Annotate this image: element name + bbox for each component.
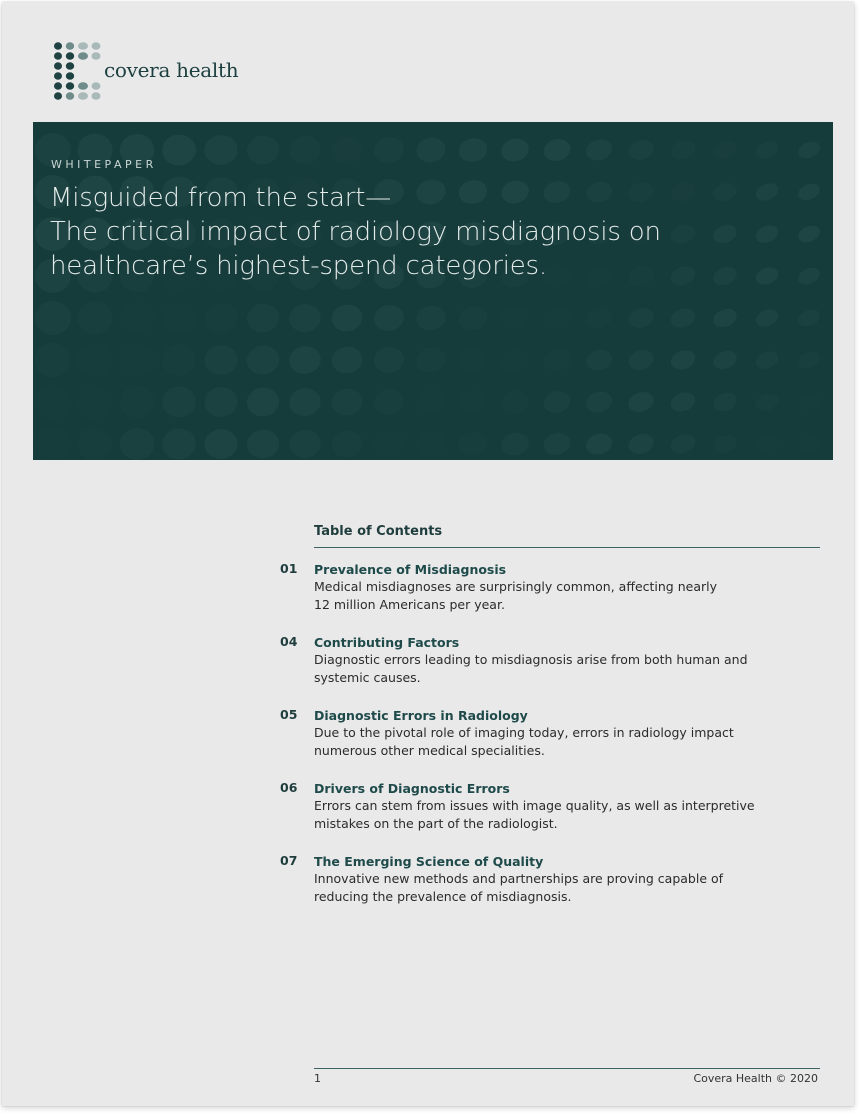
pattern-dot <box>203 386 239 419</box>
pattern-dot <box>203 134 239 167</box>
pattern-dot <box>456 345 489 374</box>
pattern-dot <box>77 427 113 460</box>
pattern-dot <box>711 390 740 415</box>
pattern-dot <box>796 433 823 456</box>
pattern-dot <box>287 134 322 166</box>
pattern-dot <box>541 136 573 164</box>
desc-line: reducing the prevalence of misdiagnosis. <box>314 889 572 904</box>
pattern-dot <box>161 301 197 334</box>
toc-section-title: Contributing Factors <box>314 635 460 650</box>
logo-dot <box>66 62 74 70</box>
logo-dot <box>92 82 101 90</box>
pattern-dot <box>456 429 489 458</box>
toc-page-number: 07 <box>280 853 298 868</box>
pattern-dot <box>753 306 781 330</box>
pattern-dot <box>119 343 155 376</box>
pattern-dot <box>414 135 448 165</box>
logo-dot <box>54 92 62 100</box>
document-page <box>2 2 854 1106</box>
pattern-dot <box>541 346 573 374</box>
pattern-dot <box>35 427 71 460</box>
logo-dot <box>54 72 62 80</box>
pattern-dot <box>499 388 532 417</box>
pattern-dot <box>583 388 614 415</box>
logo-dot <box>66 42 74 50</box>
logo-dot <box>54 62 62 70</box>
toc-section-description <box>314 578 774 614</box>
desc-line: numerous other medical specialities. <box>314 743 545 758</box>
pattern-dot <box>583 430 614 457</box>
pattern-dot <box>372 345 406 376</box>
pattern-dot <box>287 302 322 334</box>
toc-section-title: Prevalence of Misdiagnosis <box>314 562 507 577</box>
pattern-dot <box>753 390 781 414</box>
pattern-dot <box>796 307 823 330</box>
logo-dot <box>92 52 101 60</box>
pattern-dot <box>161 343 197 376</box>
pattern-dot <box>668 137 698 163</box>
pattern-dot <box>796 349 823 372</box>
desc-line: mistakes on the part of the radiologist. <box>314 816 558 831</box>
pattern-dot <box>456 135 489 164</box>
toc-item[interactable] <box>280 853 820 906</box>
logo-dot <box>66 82 74 90</box>
logo-dot <box>78 82 88 90</box>
pattern-dot <box>372 303 406 334</box>
logo-dot <box>78 52 88 60</box>
logo-dot <box>54 42 62 50</box>
pattern-dot <box>330 344 365 375</box>
pattern-dot <box>77 385 113 419</box>
pattern-dot <box>668 347 698 373</box>
pattern-dot <box>541 430 573 458</box>
pattern-dot <box>499 304 532 333</box>
pattern-dot <box>35 385 71 419</box>
pattern-dot <box>414 387 448 417</box>
desc-line: Errors can stem from issues with image quality, as well as interpretive <box>314 798 755 813</box>
logo-dot <box>92 42 101 50</box>
covera-dots-icon <box>50 40 102 102</box>
logo-dot <box>54 82 62 90</box>
toc-section-description <box>314 651 774 687</box>
pattern-dot <box>35 301 71 335</box>
pattern-dot <box>203 428 239 460</box>
pattern-dot <box>711 138 740 163</box>
pattern-dot <box>287 344 322 376</box>
pattern-dot <box>287 386 322 418</box>
logo-wordmark: covera health <box>104 58 239 82</box>
toc-item[interactable] <box>280 634 820 687</box>
pattern-dot <box>330 134 365 165</box>
pattern-dot <box>245 386 280 418</box>
desc-line: Medical misdiagnoses are surprisingly common, affecting nearly <box>314 579 717 594</box>
desc-line: Diagnostic errors leading to misdiagnosis arise from both human and <box>314 652 748 667</box>
logo-dot <box>66 72 74 80</box>
pattern-dot <box>753 348 781 372</box>
pattern-dot <box>35 343 71 377</box>
title-line: healthcare’s highest-spend categories. <box>50 251 547 281</box>
pattern-dot <box>119 301 155 334</box>
toc-page-number: 06 <box>280 780 298 795</box>
title-line: Misguided from the start— <box>50 183 392 213</box>
pattern-dot <box>753 138 781 162</box>
pattern-dot <box>77 301 113 335</box>
pattern-dot <box>414 429 448 459</box>
pattern-dot <box>414 345 448 375</box>
pattern-dot <box>330 428 365 459</box>
document-type-label: WHITEPAPER <box>51 158 157 171</box>
pattern-dot <box>245 134 280 166</box>
toc-page-number: 05 <box>280 707 298 722</box>
logo-dot <box>66 52 74 60</box>
title-line: The critical impact of radiology misdiagnosis on <box>50 217 661 247</box>
pattern-dot <box>119 427 155 460</box>
pattern-dot <box>499 136 532 165</box>
logo-dot <box>66 92 74 100</box>
pattern-dot <box>287 428 322 460</box>
pattern-dot <box>583 346 614 373</box>
table-of-contents <box>280 524 820 906</box>
copyright-notice: Covera Health © 2020 <box>693 1072 818 1085</box>
pattern-dot <box>245 302 280 334</box>
pattern-dot <box>456 387 489 416</box>
pattern-dot <box>753 432 781 456</box>
desc-line: systemic causes. <box>314 670 421 685</box>
pattern-dot <box>330 386 365 417</box>
pattern-dot <box>161 427 197 460</box>
footer-divider <box>314 1068 820 1069</box>
document-title <box>50 181 810 283</box>
logo-dot <box>78 92 88 100</box>
pattern-dot <box>711 306 740 331</box>
desc-line: Due to the pivotal role of imaging today, errors in radiology impact <box>314 725 734 740</box>
toc-section-description <box>314 870 774 906</box>
logo-dot <box>92 92 101 100</box>
pattern-dot <box>203 302 239 335</box>
pattern-dot <box>372 135 406 166</box>
toc-section-title: Diagnostic Errors in Radiology <box>314 708 528 723</box>
toc-item[interactable] <box>280 707 820 760</box>
pattern-dot <box>668 431 698 457</box>
toc-section-description <box>314 724 774 760</box>
pattern-dot <box>626 137 656 163</box>
toc-section-description <box>314 797 774 833</box>
toc-section-title: The Emerging Science of Quality <box>314 854 544 869</box>
toc-item[interactable] <box>280 780 820 833</box>
pattern-dot <box>456 303 489 332</box>
pattern-dot <box>583 136 614 163</box>
toc-page-number: 04 <box>280 634 298 649</box>
dot-pattern-decoration <box>33 122 833 460</box>
page-number: 1 <box>314 1072 321 1085</box>
pattern-dot <box>499 430 532 459</box>
pattern-dot <box>203 344 239 377</box>
pattern-dot <box>626 431 656 457</box>
logo-dot <box>54 52 62 60</box>
toc-heading: Table of Contents <box>314 524 820 548</box>
pattern-dot <box>583 304 614 331</box>
pattern-dot <box>119 385 155 418</box>
toc-item[interactable] <box>280 561 820 614</box>
pattern-dot <box>711 432 740 457</box>
pattern-dot <box>796 139 823 162</box>
logo-dot <box>78 42 88 50</box>
pattern-dot <box>330 302 365 333</box>
desc-line: Innovative new methods and partnerships are proving capable of <box>314 871 724 886</box>
pattern-dot <box>711 348 740 373</box>
pattern-dot <box>245 428 280 460</box>
pattern-dot <box>372 387 406 418</box>
pattern-dot <box>626 347 656 373</box>
pattern-dot <box>245 344 280 376</box>
pattern-dot <box>796 391 823 414</box>
toc-section-title: Drivers of Diagnostic Errors <box>314 781 510 796</box>
pattern-dot <box>77 343 113 377</box>
pattern-dot <box>626 389 656 415</box>
toc-page-number: 01 <box>280 561 298 576</box>
pattern-dot <box>161 133 197 166</box>
pattern-dot <box>668 305 698 331</box>
pattern-dot <box>541 388 573 416</box>
pattern-dot <box>668 389 698 415</box>
desc-line: 12 million Americans per year. <box>314 597 505 612</box>
pattern-dot <box>541 304 573 332</box>
pattern-dot <box>499 346 532 375</box>
pattern-dot <box>414 303 448 333</box>
pattern-dot <box>161 385 197 418</box>
covera-health-logo <box>50 40 238 102</box>
pattern-dot <box>372 429 406 460</box>
hero-banner <box>33 122 833 460</box>
pattern-dot <box>626 305 656 331</box>
